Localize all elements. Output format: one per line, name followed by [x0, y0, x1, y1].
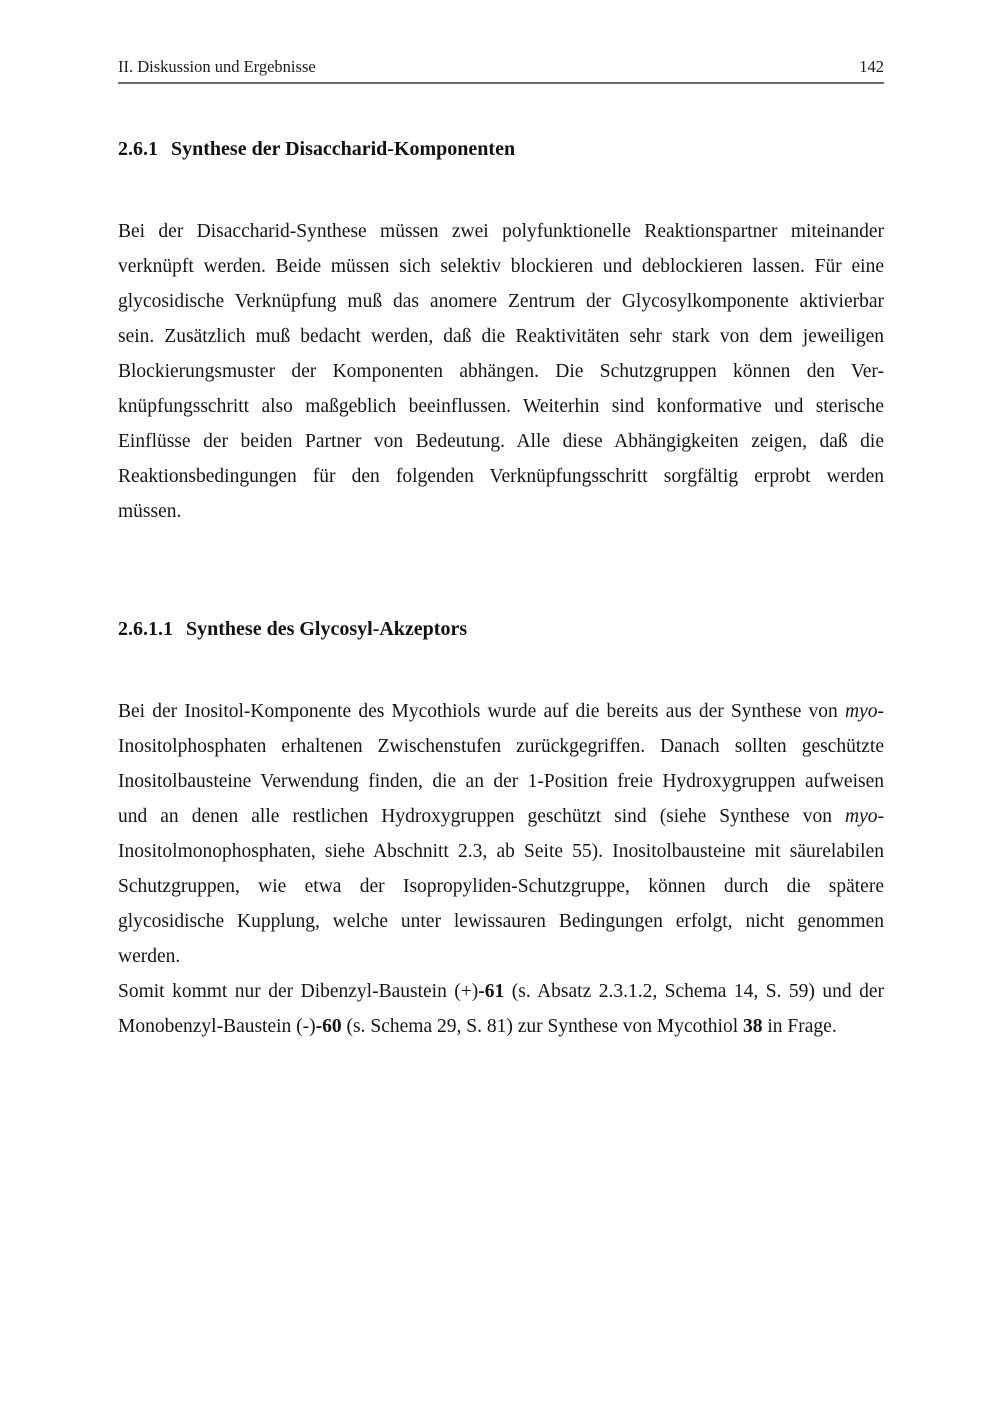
text-line	[118, 214, 884, 249]
text-line	[118, 799, 884, 834]
text-segment: Inositolmonophosphaten, siehe Abschnitt 2.3, ab Seite 55). Inositolbausteine mit säurelabilen	[118, 841, 884, 862]
text-segment: verknüpft werden. Beide müssen sich selektiv blockieren und deblockieren lassen. Für eine	[118, 256, 884, 277]
text-segment: glycosidische Verknüpfung muß das anomere Zentrum der Glycosylkomponente aktivierbar	[118, 291, 884, 312]
text-segment: Inositolbausteine Verwendung finden, die an der 1-Position freie Hydroxygruppen aufweisen	[118, 771, 884, 792]
text-line	[118, 869, 884, 904]
text-segment: Bei der Inositol-Komponente des Mycothiols wurde auf die bereits aus der Synthese von	[118, 701, 845, 722]
text-line	[118, 319, 884, 354]
text-segment: Bei der Disaccharid-Synthese müssen zwei polyfunktionelle Reaktionspartner miteinander	[118, 221, 884, 242]
paragraph-block-1	[118, 214, 884, 529]
text-segment: werden.	[118, 946, 181, 967]
text-segment: Schutzgruppen, wie etwa der Isopropyliden-Schutzgruppe, können durch die spätere	[118, 876, 884, 897]
bold-compound-number: 38	[743, 1016, 763, 1037]
text-line	[118, 459, 884, 494]
text-line	[118, 424, 884, 459]
paragraph-block-2	[118, 694, 884, 1044]
section-number: 2.6.1	[118, 138, 158, 160]
text-line	[118, 249, 884, 284]
text-line	[118, 694, 884, 729]
text-segment: Inositolphosphaten erhaltenen Zwischenstufen zurückgegriffen. Danach sollten geschützte	[118, 736, 884, 757]
text-segment: -	[877, 701, 884, 722]
text-segment: Monobenzyl-Baustein (-)	[118, 1016, 316, 1037]
text-segment: Reaktionsbedingungen für den folgenden Verknüpfungsschritt sorgfältig erprobt werden	[118, 466, 884, 487]
text-line	[118, 904, 884, 939]
text-line	[118, 939, 884, 974]
section-number: 2.6.1.1	[118, 618, 173, 640]
page-number: 142	[859, 57, 884, 76]
text-line	[118, 354, 884, 389]
section-title: Synthese der Disaccharid-Komponenten	[171, 138, 516, 160]
text-segment: müssen.	[118, 501, 182, 522]
text-segment: (s. Absatz 2.3.1.2, Schema 14, S. 59) und der	[504, 981, 884, 1002]
text-line	[118, 494, 884, 529]
running-header	[118, 57, 884, 84]
text-line	[118, 764, 884, 799]
italic-term: myo	[845, 701, 878, 722]
text-line	[118, 729, 884, 764]
text-line	[118, 1009, 884, 1044]
text-line	[118, 974, 884, 1009]
bold-compound-number: -60	[315, 1016, 342, 1037]
text-segment: Einflüsse der beiden Partner von Bedeutung. Alle diese Abhängigkeiten zeigen, daß die	[118, 431, 884, 452]
section-heading-2-6-1	[118, 138, 884, 161]
text-segment: glycosidische Kupplung, welche unter lewissauren Bedingungen erfolgt, nicht genommen	[118, 911, 884, 932]
bold-compound-number: -61	[478, 981, 505, 1002]
section-heading-2-6-1-1	[118, 618, 884, 641]
text-line	[118, 284, 884, 319]
text-line	[118, 389, 884, 424]
text-segment: sein. Zusätzlich muß bedacht werden, daß die Reaktivitäten sehr stark von dem jeweiligen	[118, 326, 884, 347]
italic-term: myo	[845, 806, 878, 827]
text-line	[118, 834, 884, 869]
text-segment: (s. Schema 29, S. 81) zur Synthese von Mycothiol	[341, 1016, 744, 1037]
text-segment: Somit kommt nur der Dibenzyl-Baustein (+)	[118, 981, 479, 1002]
header-section-title: II. Diskussion und Ergebnisse	[118, 57, 316, 76]
text-segment: Blockierungsmuster der Komponenten abhängen. Die Schutzgruppen können den Ver-	[118, 361, 884, 382]
text-segment: in Frage.	[762, 1016, 837, 1037]
text-segment: knüpfungsschritt also maßgeblich beeinflussen. Weiterhin sind konformative und sterische	[118, 396, 884, 417]
text-segment: und an denen alle restlichen Hydroxygruppen geschützt sind (siehe Synthese von	[118, 806, 845, 827]
section-title: Synthese des Glycosyl-Akzeptors	[186, 618, 468, 640]
text-segment: -	[877, 806, 884, 827]
